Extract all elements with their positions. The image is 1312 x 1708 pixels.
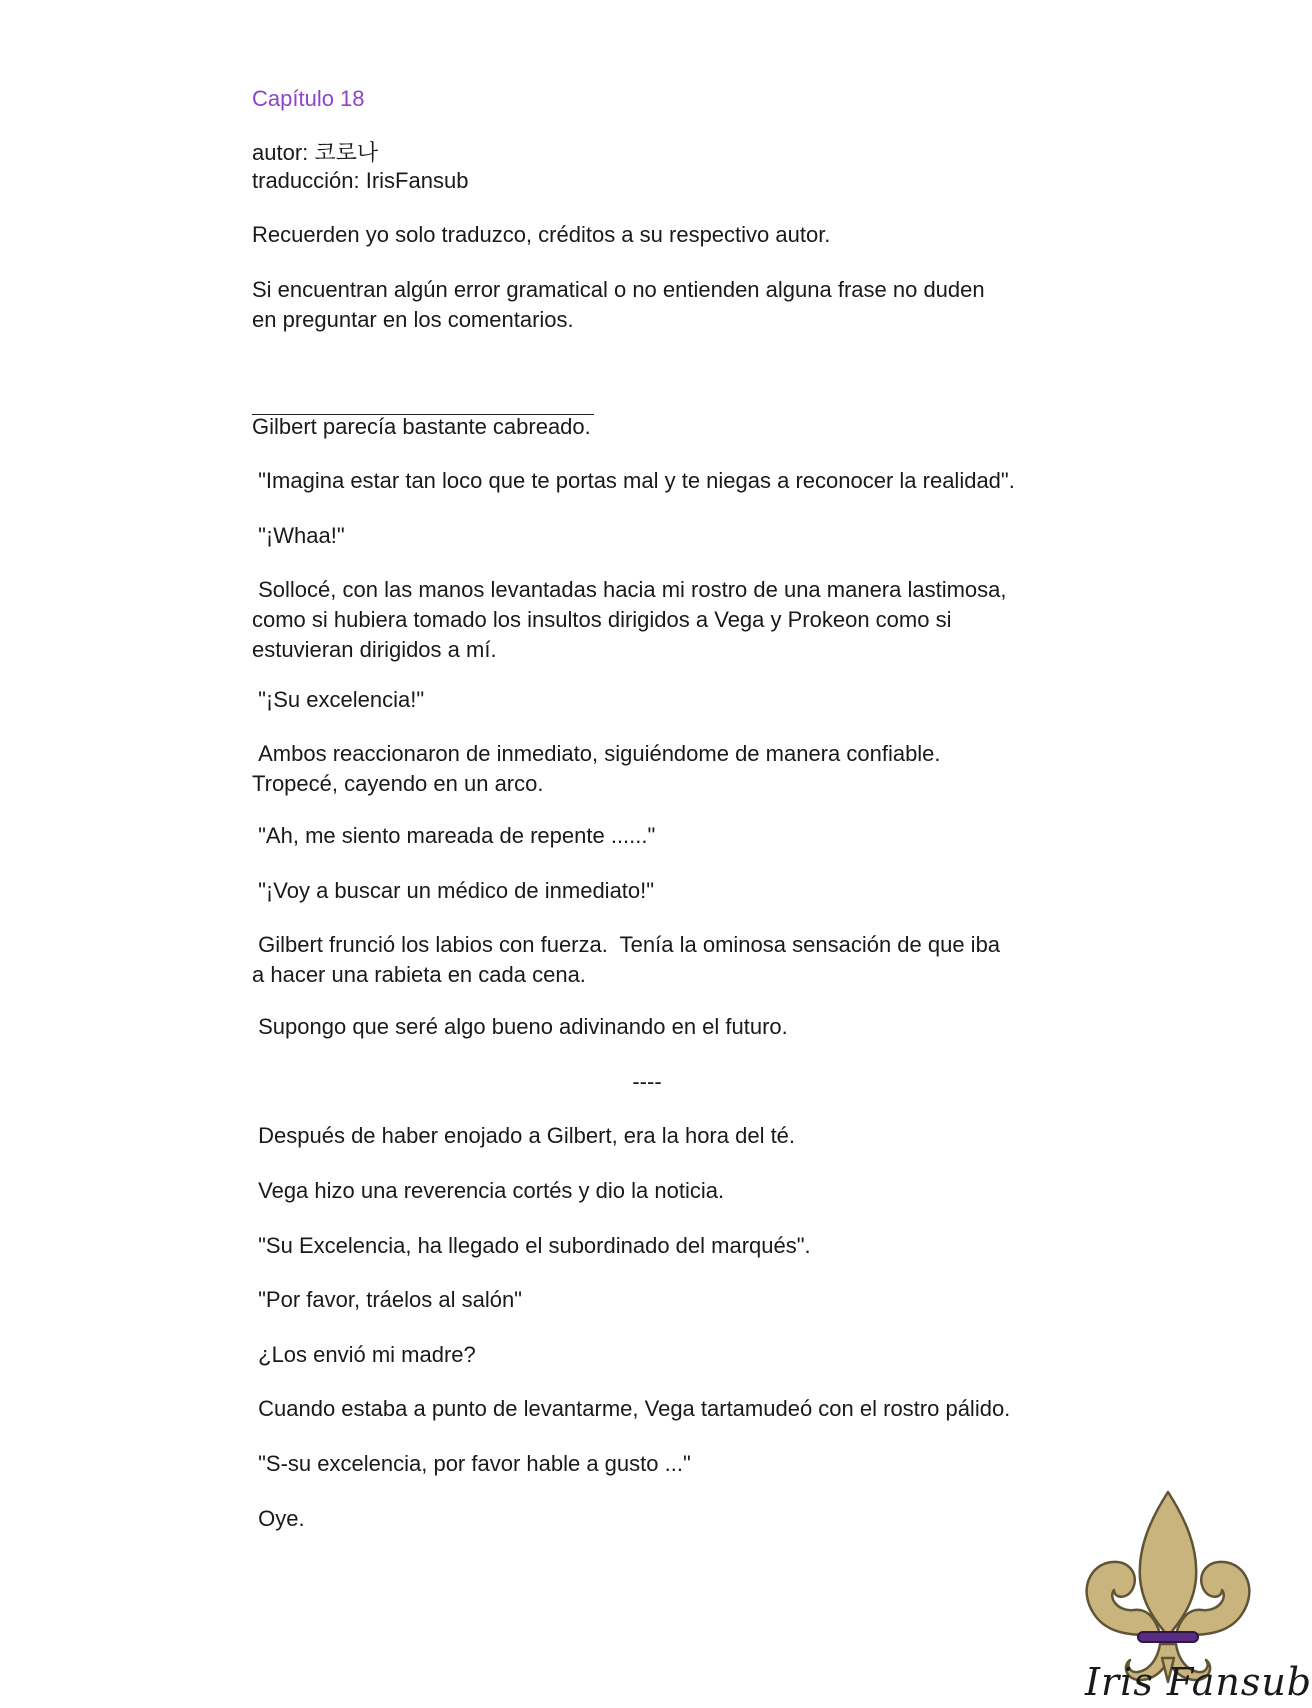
story-paragraph: Ambos reaccionaron de inmediato, siguiéndome de manera confiable. Tropecé, cayendo en un arco. <box>252 741 941 796</box>
scene-break: ---- <box>632 1069 662 1094</box>
story-paragraph: Sollocé, con las manos levantadas hacia mi rostro de una manera lastimosa, como si hubiera tomado los insultos dirigidos a Vega y Prokeon como si estuvieran dirigidos a mí. <box>252 577 1007 662</box>
story-paragraph: "¡Su excelencia!" <box>252 687 425 712</box>
story-paragraph: ¿Los envió mi madre? <box>252 1342 476 1367</box>
story-paragraph: "Imagina estar tan loco que te portas mal y te niegas a reconocer la realidad". <box>252 468 1015 493</box>
story-paragraph: "Por favor, tráelos al salón" <box>252 1287 522 1312</box>
story-paragraph: Gilbert parecía bastante cabreado. <box>252 414 591 439</box>
credits-note: Recuerden yo solo traduzco, créditos a su respectivo autor. <box>252 222 831 247</box>
story-paragraph: Supongo que seré algo bueno adivinando en el futuro. <box>252 1014 788 1039</box>
translation-line: traducción: IrisFansub <box>252 168 469 193</box>
watermark-text: Iris Fansub <box>1085 1660 1312 1704</box>
errors-note: Si encuentran algún error gramatical o no entienden alguna frase no duden en preguntar en los comentarios. <box>252 277 985 332</box>
story-paragraph: "Su Excelencia, ha llegado el subordinado del marqués". <box>252 1233 811 1258</box>
story-paragraph: "Ah, me siento mareada de repente ......" <box>252 823 656 848</box>
story-paragraph: Cuando estaba a punto de levantarme, Vega tartamudeó con el rostro pálido. <box>252 1396 1011 1421</box>
story-paragraph: Vega hizo una reverencia cortés y dio la noticia. <box>252 1178 725 1203</box>
story-paragraph: Después de haber enojado a Gilbert, era la hora del té. <box>252 1123 796 1148</box>
story-paragraph: "¡Whaa!" <box>252 523 345 548</box>
story-paragraph: "S-su excelencia, por favor hable a gusto ..." <box>252 1451 691 1476</box>
author-line: autor: 코로나 <box>252 140 379 165</box>
story-paragraph: Gilbert frunció los labios con fuerza. Tenía la ominosa sensación de que iba a hacer una rabieta en cada cena. <box>252 932 1001 987</box>
chapter-title: Capítulo 18 <box>252 86 365 111</box>
story-paragraph: "¡Voy a buscar un médico de inmediato!" <box>252 878 655 903</box>
story-paragraph: Oye. <box>252 1506 305 1531</box>
